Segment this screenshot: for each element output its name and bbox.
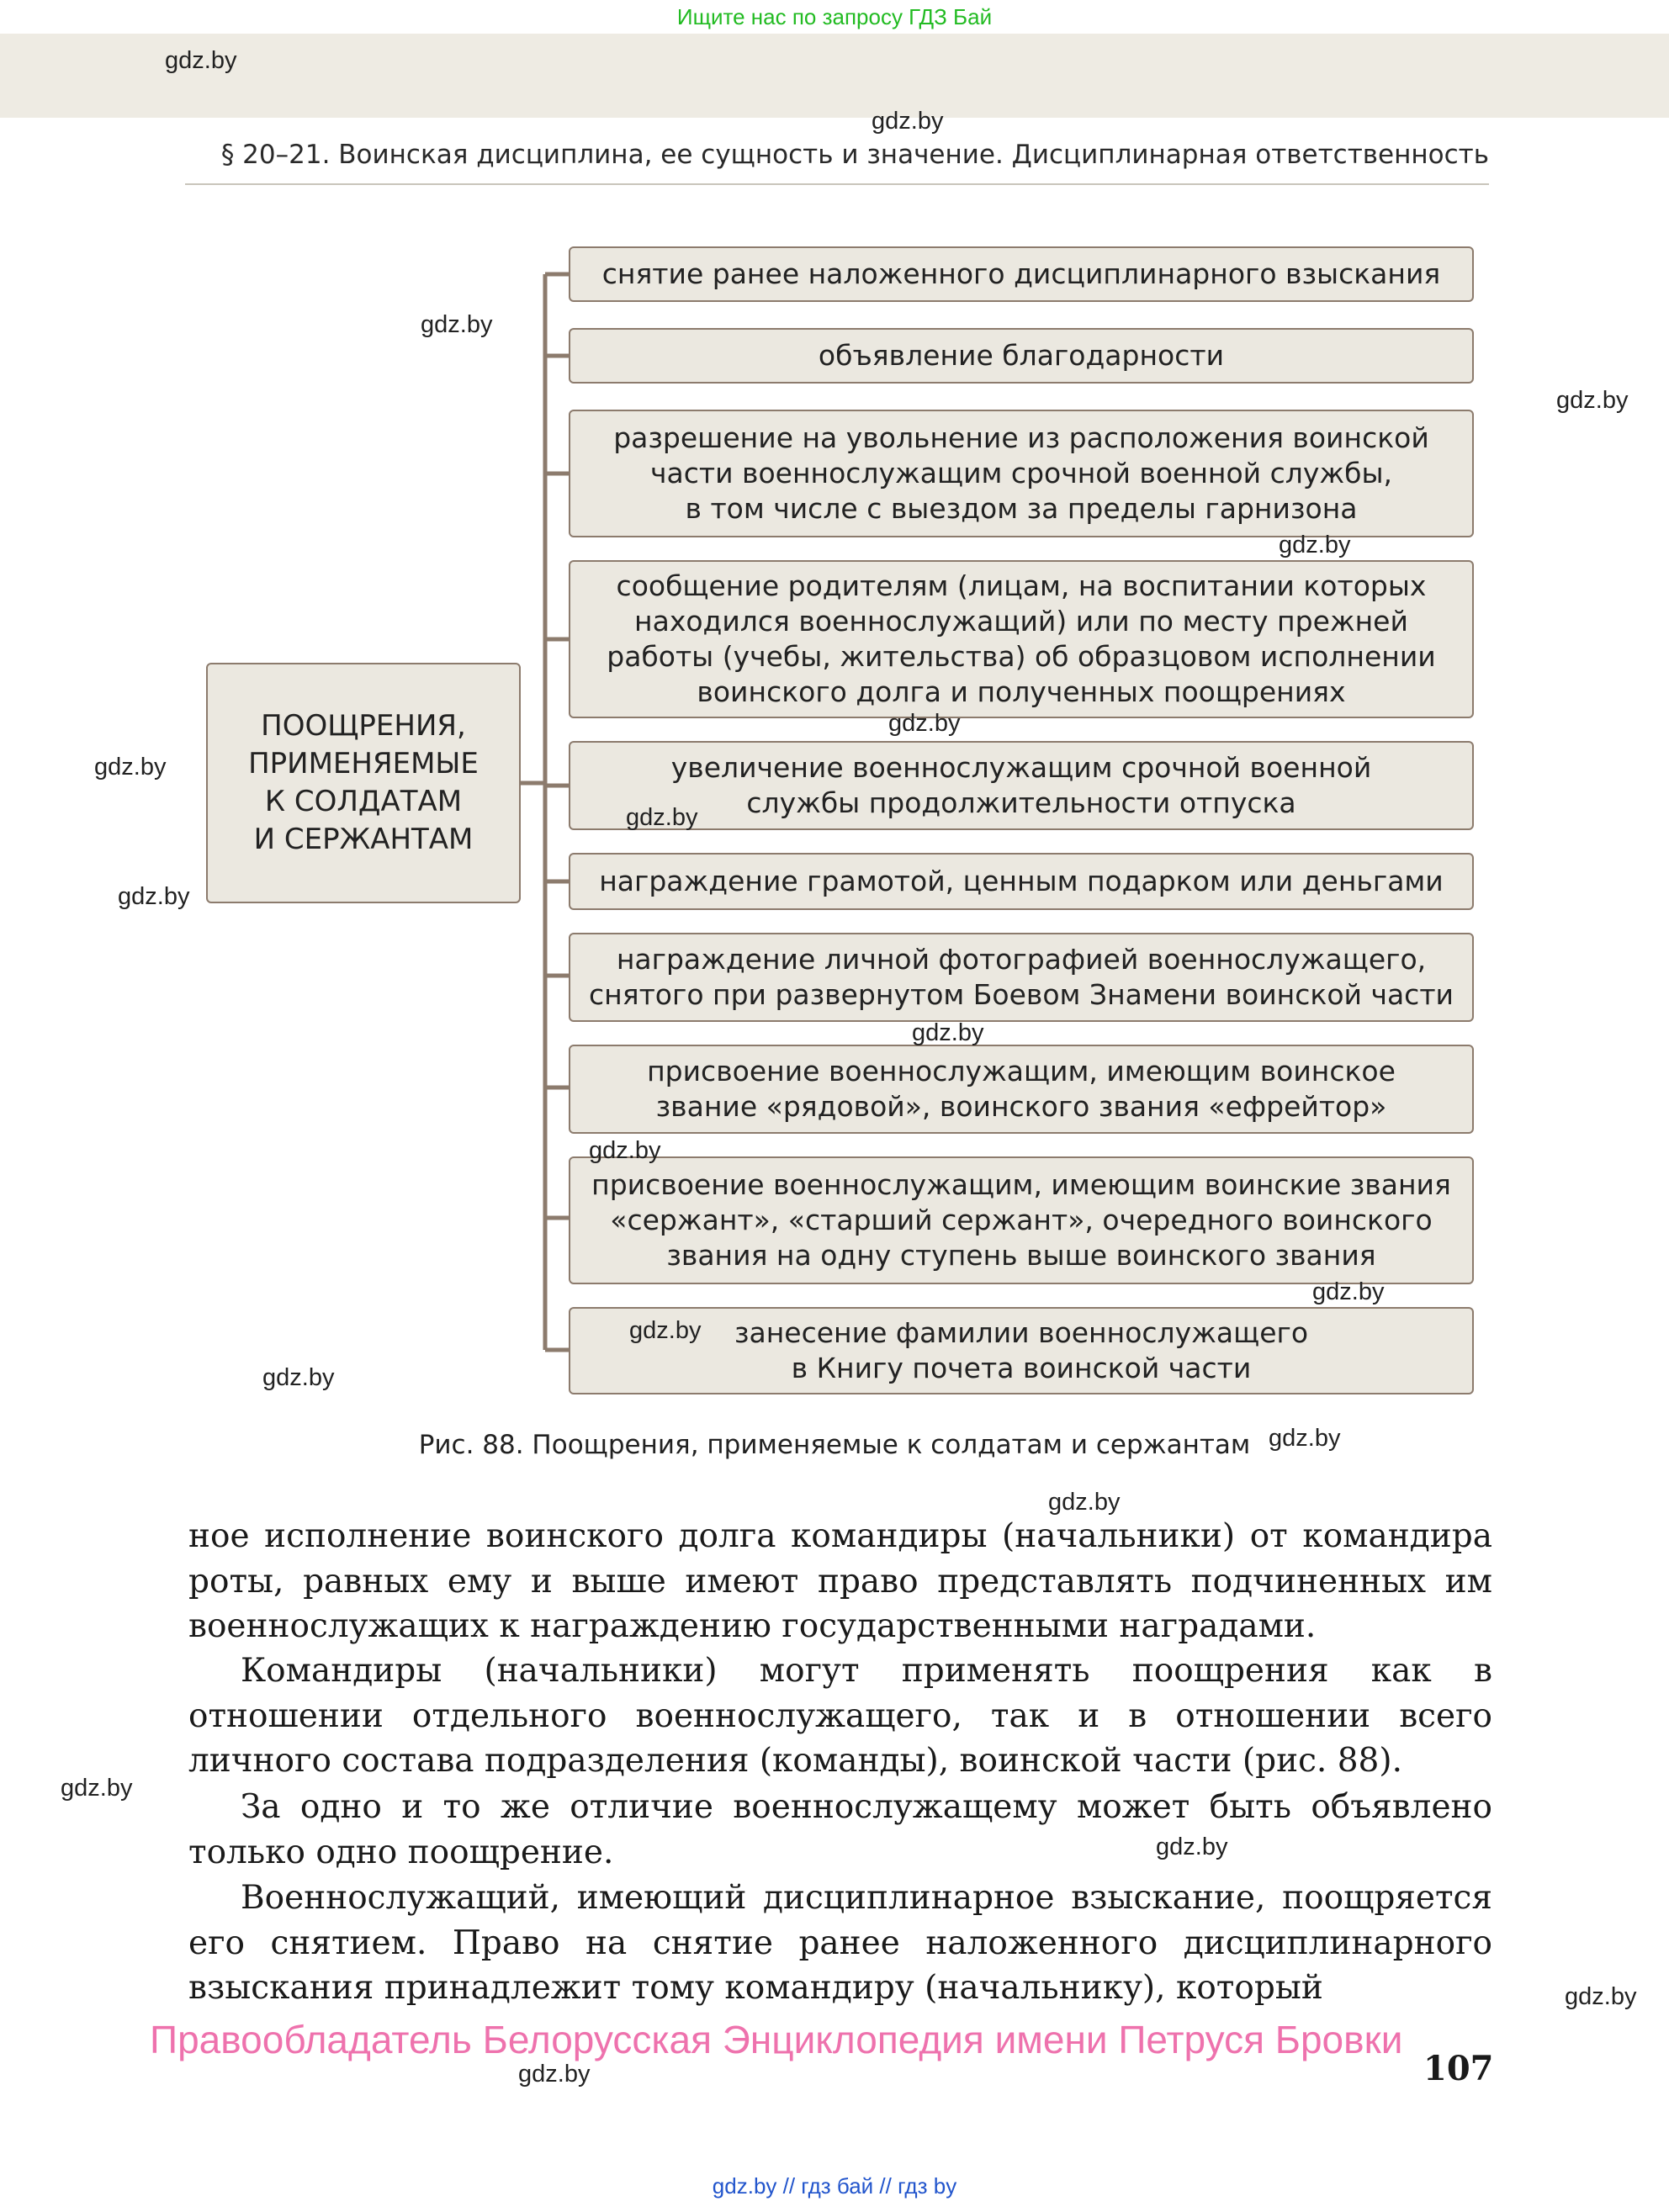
watermark: gdz.by bbox=[626, 804, 698, 831]
running-head: § 20–21. Воинская дисциплина, ее сущность и значение. Дисциплинарная ответственность bbox=[220, 140, 1489, 170]
diagram-item-label: объявление благодарности bbox=[818, 339, 1225, 372]
watermark: gdz.by bbox=[1269, 1425, 1341, 1452]
watermark: gdz.by bbox=[589, 1137, 661, 1164]
diagram-item bbox=[569, 1045, 1474, 1134]
watermark: gdz.by bbox=[262, 1364, 335, 1391]
watermark: gdz.by bbox=[1556, 387, 1629, 414]
footer-links[interactable]: gdz.by // гдз бай // гдз by bbox=[712, 2173, 957, 2199]
diagram-item bbox=[569, 560, 1474, 718]
diagram-item bbox=[569, 741, 1474, 830]
watermark: gdz.by bbox=[61, 1775, 133, 1802]
body-paragraph: Командиры (начальники) могут применять поощрения как в отношении отдельного военнослужащего, так и в отношении всего личного состава подразделения (команды), воинской части (рис. 88). bbox=[188, 1652, 1492, 1780]
diagram-item-label: разрешение на увольнение из расположения воинской части военнослужащим срочной военной службы, в том числе с выездом за пределы гарнизона bbox=[613, 421, 1429, 525]
watermark: gdz.by bbox=[94, 754, 167, 781]
diagram-item-label: присвоение военнослужащим, имеющим воинские звания «сержант», «старший сержант», очередного воинского звания на одну ступень выше воинского звания bbox=[591, 1168, 1451, 1272]
watermark: gdz.by bbox=[912, 1019, 984, 1046]
copyright-notice: Правообладатель Белорусская Энциклопедия имени Петруся Бровки bbox=[150, 2018, 1403, 2061]
diagram-item bbox=[569, 1156, 1474, 1284]
watermark: gdz.by bbox=[1048, 1489, 1121, 1516]
diagram-root-box bbox=[206, 663, 521, 903]
header-rule bbox=[185, 183, 1489, 185]
diagram-item-label: занесение фамилии военнослужащего в Книгу почета воинской части bbox=[734, 1316, 1309, 1384]
diagram-item bbox=[569, 328, 1474, 384]
body-paragraph: За одно и то же отличие военнослужащему может быть объявлено только одно поощрение. bbox=[188, 1788, 1492, 1871]
watermark: gdz.by bbox=[1279, 532, 1351, 558]
diagram-root-label: ПООЩРЕНИЯ, ПРИМЕНЯЕМЫЕ К СОЛДАТАМ И СЕРЖАНТАМ bbox=[248, 709, 479, 856]
diagram-item-label: награждение личной фотографией военнослужащего, снятого при развернутом Боевом Знамени воинской части bbox=[589, 943, 1454, 1011]
watermark: gdz.by bbox=[518, 2061, 591, 2088]
diagram-item bbox=[569, 1307, 1474, 1394]
diagram-item bbox=[569, 246, 1474, 302]
figure-caption: Рис. 88. Поощрения, применяемые к солдатам и сержантам bbox=[418, 1430, 1251, 1460]
header-band bbox=[0, 34, 1669, 118]
diagram-item-label: присвоение военнослужащим, имеющим воинское звание «рядовой», воинского звания «ефрейтор» bbox=[647, 1055, 1396, 1123]
diagram-item bbox=[569, 853, 1474, 910]
diagram-item-label: награждение грамотой, ценным подарком или деньгами bbox=[599, 865, 1444, 897]
search-banner: Ищите нас по запросу ГДЗ Бай bbox=[676, 4, 993, 29]
watermark: gdz.by bbox=[888, 710, 961, 737]
watermark: gdz.by bbox=[1156, 1834, 1228, 1860]
diagram-item bbox=[569, 933, 1474, 1022]
page-number: 107 bbox=[1423, 2049, 1494, 2088]
watermark: gdz.by bbox=[421, 311, 493, 338]
diagram-item-label: снятие ранее наложенного дисциплинарного взыскания bbox=[601, 257, 1441, 290]
body-paragraph: ное исполнение воинского долга командиры (начальники) от командира роты, равных ему и выше имеют право представлять подчиненных им военнослужащих к награждению государственными наградами. bbox=[188, 1517, 1492, 1645]
diagram-item-label: увеличение военнослужащим срочной военной службы продолжительности отпуска bbox=[670, 751, 1372, 819]
watermark: gdz.by bbox=[872, 108, 944, 135]
watermark: gdz.by bbox=[1312, 1278, 1385, 1305]
diagram-item bbox=[569, 410, 1474, 537]
watermark: gdz.by bbox=[1565, 1983, 1637, 2010]
body-paragraph: Военнослужащий, имеющий дисциплинарное взыскание, поощряется его снятием. Право на снятие ранее наложенного дисциплинарного взыскания принадлежит тому командиру (начальнику), который bbox=[188, 1879, 1492, 2007]
diagram-item-label: сообщение родителям (лицам, на воспитании которых находился военнослужащий) или по месту прежней работы (учебы, жительства) об образцовом исполнении воинского долга и полученных поощрениях bbox=[607, 569, 1436, 708]
watermark: gdz.by bbox=[118, 883, 190, 910]
watermark: gdz.by bbox=[629, 1317, 702, 1344]
watermark: gdz.by bbox=[165, 47, 237, 74]
